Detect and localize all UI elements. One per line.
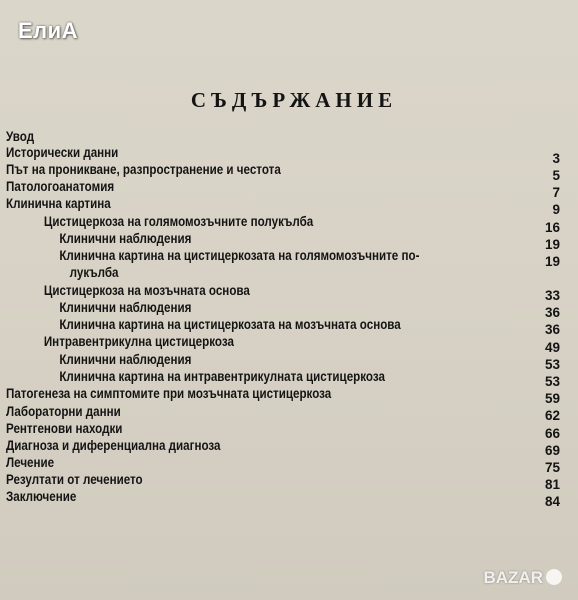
toc-page-number: 53 — [544, 374, 560, 389]
seller-watermark: ЕлиА — [18, 18, 79, 43]
toc-entry-title: Клинични наблюдения — [59, 352, 192, 367]
toc-entry-title: Лечение — [6, 455, 55, 470]
toc-entry-title: Интравентрикулна цистицеркоза — [43, 334, 234, 349]
toc-page-number: 3 — [552, 151, 560, 166]
toc-entry-title: Лабораторни данни — [6, 404, 121, 419]
toc-page-number: 75 — [544, 460, 560, 475]
toc-entry-title: лукълба — [69, 265, 119, 280]
toc-page-number: 53 — [544, 357, 560, 372]
toc-entry-title: Клинична картина — [6, 196, 111, 211]
toc-page-number: 33 — [544, 288, 560, 303]
toc-entry-title: Цистицеркоза на мозъчната основа — [43, 283, 250, 298]
toc-entry-title: Диагноза и диференциална диагноза — [6, 438, 221, 453]
toc-page-number: 19 — [544, 254, 560, 269]
toc-entry-title: Клинична картина на интравентрикулната цистицеркоза — [59, 369, 385, 384]
toc-entry-title: Клинични наблюдения — [59, 231, 192, 246]
toc-entry-title: Рентгенови находки — [6, 421, 123, 436]
toc-page-number: 59 — [544, 391, 560, 406]
toc-page-number: 62 — [544, 408, 560, 423]
toc-page-number: 5 — [552, 168, 560, 183]
toc-page-number: 69 — [544, 443, 560, 458]
toc-page-number: 66 — [544, 426, 560, 441]
bazar-logo — [484, 568, 563, 588]
toc-page-number: 84 — [544, 494, 560, 509]
toc-entry-title: Патогенеза на симптомите при мозъчната цистицеркоза — [6, 386, 332, 401]
toc-page-number: 9 — [552, 202, 560, 217]
logo-dot-icon — [546, 569, 562, 585]
toc-entry-title: Резултати от лечението — [6, 472, 143, 487]
toc-entry-title: Патологоанатомия — [6, 179, 115, 194]
page-title: СЪДЪРЖАНИЕ — [190, 88, 398, 112]
toc-entry-title: Увод — [6, 129, 35, 144]
toc-entry-title: Път на проникване, разпространение и честота — [6, 162, 281, 177]
toc-page-number: 36 — [544, 322, 560, 337]
toc-page-number: 81 — [544, 477, 560, 492]
toc-entry-title: Исторически данни — [6, 145, 119, 160]
toc-entry-title: Цистицеркоза на голямомозъчните полукълба — [43, 214, 314, 229]
toc-page-number: 36 — [544, 305, 560, 320]
toc-entry-title: Клинична картина на цистицеркозата на мозъчната основа — [59, 317, 401, 332]
toc-entry-title: Клинична картина на цистицеркозата на голямомозъчните по- — [59, 248, 420, 263]
toc-entry-title: Клинични наблюдения — [59, 300, 192, 315]
toc-page-number: 16 — [544, 220, 560, 235]
toc-page-number: 7 — [552, 185, 560, 200]
bazar-logo-text: BAZAR — [483, 568, 543, 587]
toc-page-number: 19 — [544, 237, 560, 252]
toc-page-number: 49 — [544, 340, 560, 355]
toc-entry-title: Заключение — [6, 489, 77, 504]
